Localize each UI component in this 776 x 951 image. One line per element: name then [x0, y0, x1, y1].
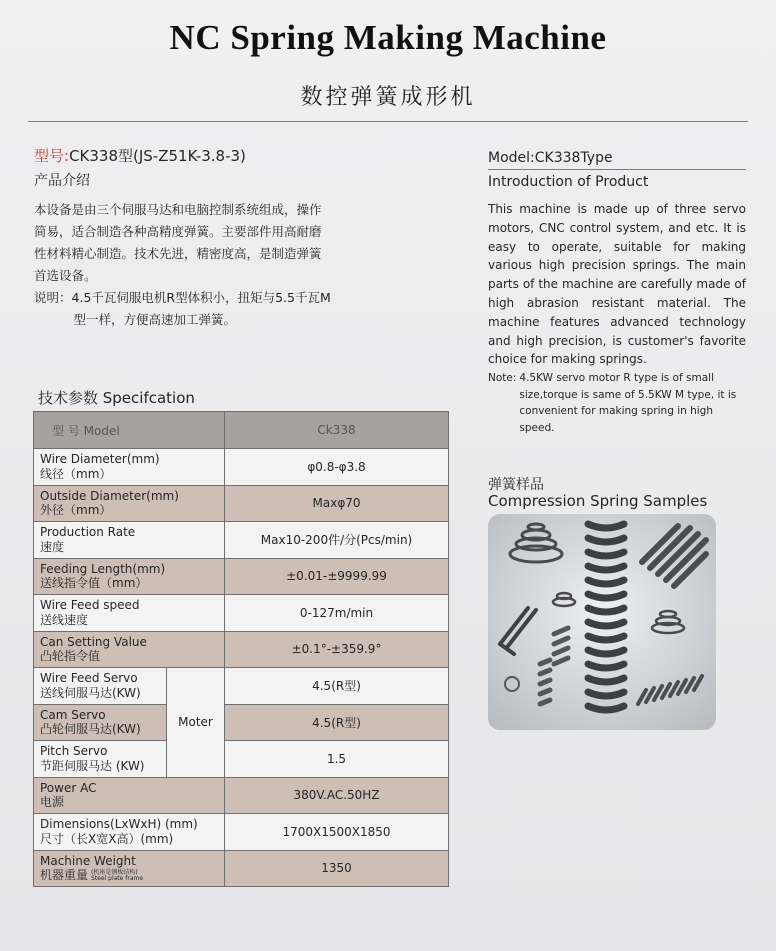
en-intro-text: This machine is made up of three servo motors, CNC control system, and etc. It is easy to operate, suitable for making various high precision springs. The main parts of the machine are carefully made of high abrasion resistant material. The machine features advanced technology and high precision, is customer's favorite choice for making springs. [488, 202, 746, 367]
cn-model-value: CK338型(JS-Z51K-3.8-3) [69, 147, 246, 165]
spec-table [33, 411, 449, 887]
moter-label: Moter [167, 668, 225, 778]
value-cell: 1700X1500X1850 [225, 814, 449, 851]
spec-header-row [34, 412, 449, 449]
table-row [34, 704, 449, 741]
param-cell: Outside Diameter(mm) 外径（mm） [34, 485, 225, 522]
cn-note-line: 4.5千瓦伺服电机R型体积小，扭矩与5.5千瓦M [71, 290, 331, 305]
param-cell: Wire Feed Servo 送线伺服马达(KW) [34, 668, 167, 705]
value-cell: ±0.1°-±359.9° [225, 631, 449, 668]
en-model-line: Model:CK338Type [488, 150, 613, 166]
en-note-text: 4.5KW servo motor R type is of small size,torque is same of 5.5KW M type, it is convenient for making spring in high speed. [519, 372, 737, 434]
en-model-divider [488, 169, 746, 170]
chinese-description [34, 146, 374, 331]
spec-header-value: Ck338 [225, 412, 449, 449]
param-cell: Dimensions(LxWxH) (mm) 尺寸（长X宽X高）(mm) [34, 814, 225, 851]
table-row [34, 741, 449, 778]
en-note [488, 370, 746, 436]
param-cell: Can Setting Value 凸轮指令值 [34, 631, 225, 668]
cn-intro-line: 首选设备。 [34, 268, 97, 283]
cn-note-label: 说明： [34, 290, 72, 305]
cn-intro-text [34, 199, 374, 287]
cn-intro-line: 本设备是由三个伺服马达和电脑控制系统组成，操作 [34, 202, 322, 217]
cn-note [34, 287, 374, 331]
cn-model-label: 型号: [34, 147, 70, 165]
table-row [34, 631, 449, 668]
param-cell: Power AC 电源 [34, 777, 225, 814]
table-row [34, 485, 449, 522]
value-cell: φ0.8-φ3.8 [225, 449, 449, 486]
value-cell: 4.5(R型) [225, 668, 449, 705]
param-cell: Production Rate 速度 [34, 522, 225, 559]
value-cell: 1350 [225, 850, 449, 887]
top-divider [28, 121, 748, 122]
page-title: NC Spring Making Machine [169, 18, 607, 57]
samples-heading-cn: 弹簧样品 [488, 477, 544, 493]
spring-samples-photo [488, 514, 716, 730]
table-row [34, 449, 449, 486]
english-description [488, 150, 746, 436]
value-cell: 0-127m/min [225, 595, 449, 632]
table-row [34, 850, 449, 887]
spec-header-label: 型 号 Model [34, 412, 225, 449]
table-row [34, 668, 449, 705]
en-note-label: Note: [488, 372, 517, 385]
table-row [34, 558, 449, 595]
page-subtitle-cn: 数控弹簧成形机 [300, 85, 476, 110]
value-cell: 4.5(R型) [225, 704, 449, 741]
cn-note-line: 型一样，方便高速加工弹簧。 [73, 312, 237, 327]
param-cell: Wire Diameter(mm) 线径（mm） [34, 449, 225, 486]
cn-intro-line: 性材料精心制造。技术先进，精密度高，是制造弹簧 [34, 246, 322, 261]
samples-heading-en: Compression Spring Samples [488, 492, 708, 510]
value-cell: Max10-200件/分(Pcs/min) [225, 522, 449, 559]
param-cell: Cam Servo 凸轮伺服马达(KW) [34, 704, 167, 741]
cn-intro-line: 简易，适合制造各种高精度弹簧。主要部件用高耐磨 [34, 224, 322, 239]
cn-intro-heading: 产品介绍 [34, 173, 90, 189]
table-row [34, 777, 449, 814]
param-cell: Pitch Servo 节距伺服马达 (KW) [34, 741, 167, 778]
param-cell: Feeding Length(mm) 送线指令值（mm） [34, 558, 225, 595]
table-row [34, 814, 449, 851]
value-cell: 1.5 [225, 741, 449, 778]
value-cell: 380V.AC.50HZ [225, 777, 449, 814]
value-cell: Maxφ70 [225, 485, 449, 522]
param-cell: Machine Weight 机器重量 (机座是钢板结构) Steel plate frame [34, 850, 225, 887]
table-row [34, 595, 449, 632]
table-row [34, 522, 449, 559]
spec-title: 技术参数 Specifcation [38, 389, 195, 407]
cn-model-line [34, 146, 374, 167]
value-cell: ±0.01-±9999.99 [225, 558, 449, 595]
en-intro-heading: Introduction of Product [488, 174, 649, 190]
param-cell: Wire Feed speed 送线速度 [34, 595, 225, 632]
